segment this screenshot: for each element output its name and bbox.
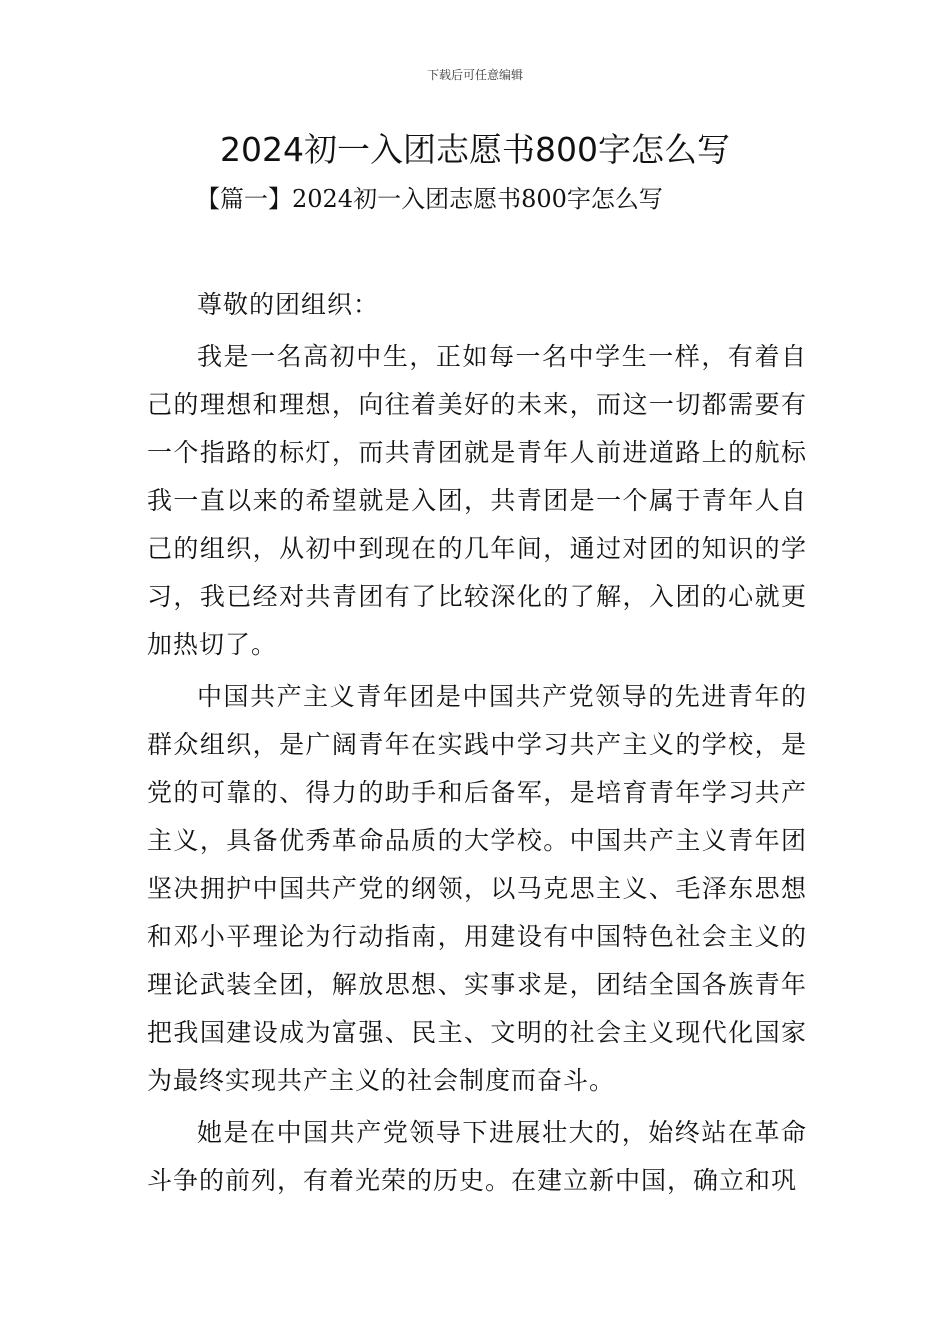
document-body <box>147 281 807 1205</box>
header-note: 下载后可任意编辑 <box>426 68 523 82</box>
paragraph: 中国共产主义青年团是中国共产党领导的先进青年的群众组织，是广阔青年在实践中学习共产主义的学校，是党的可靠的、得力的助手和后备军，是培育青年学习共产主义，具备优秀革命品质的大学校。中国共产主义青年团坚决拥护中国共产党的纲领，以马克思主义、毛泽东思想和邓小平理论为行动指南，用建设有中国特色社会主义的理论武装全团，解放思想、实事求是，团结全国各族青年把我国建设成为富强、民主、文明的社会主义现代化国家为最终实现共产主义的社会制度而奋斗。 <box>147 682 807 1095</box>
paragraph: 我是一名高初中生，正如每一名中学生一样，有着自己的理想和理想，向往着美好的未来，而这一切都需要有一个指路的标灯，而共青团就是青年人前进道路上的航标我一直以来的希望就是入团，共青团是一个属于青年人自己的组织，从初中到现在的几年间，通过对团的知识的学习，我已经对共青团有了比较深化的了解，入团的心就更加热切了。 <box>147 342 807 659</box>
salutation: 尊敬的团组织： <box>197 290 380 319</box>
section-heading: 【篇一】2024初一入团志愿书800字怎么写 <box>196 185 663 213</box>
paragraph: 她是在中国共产党领导下进展壮大的，始终站在革命斗争的前列，有着光荣的历史。在建立新中国，确立和巩 <box>147 1118 807 1195</box>
document-title: 2024初一入团志愿书800字怎么写 <box>220 130 730 169</box>
